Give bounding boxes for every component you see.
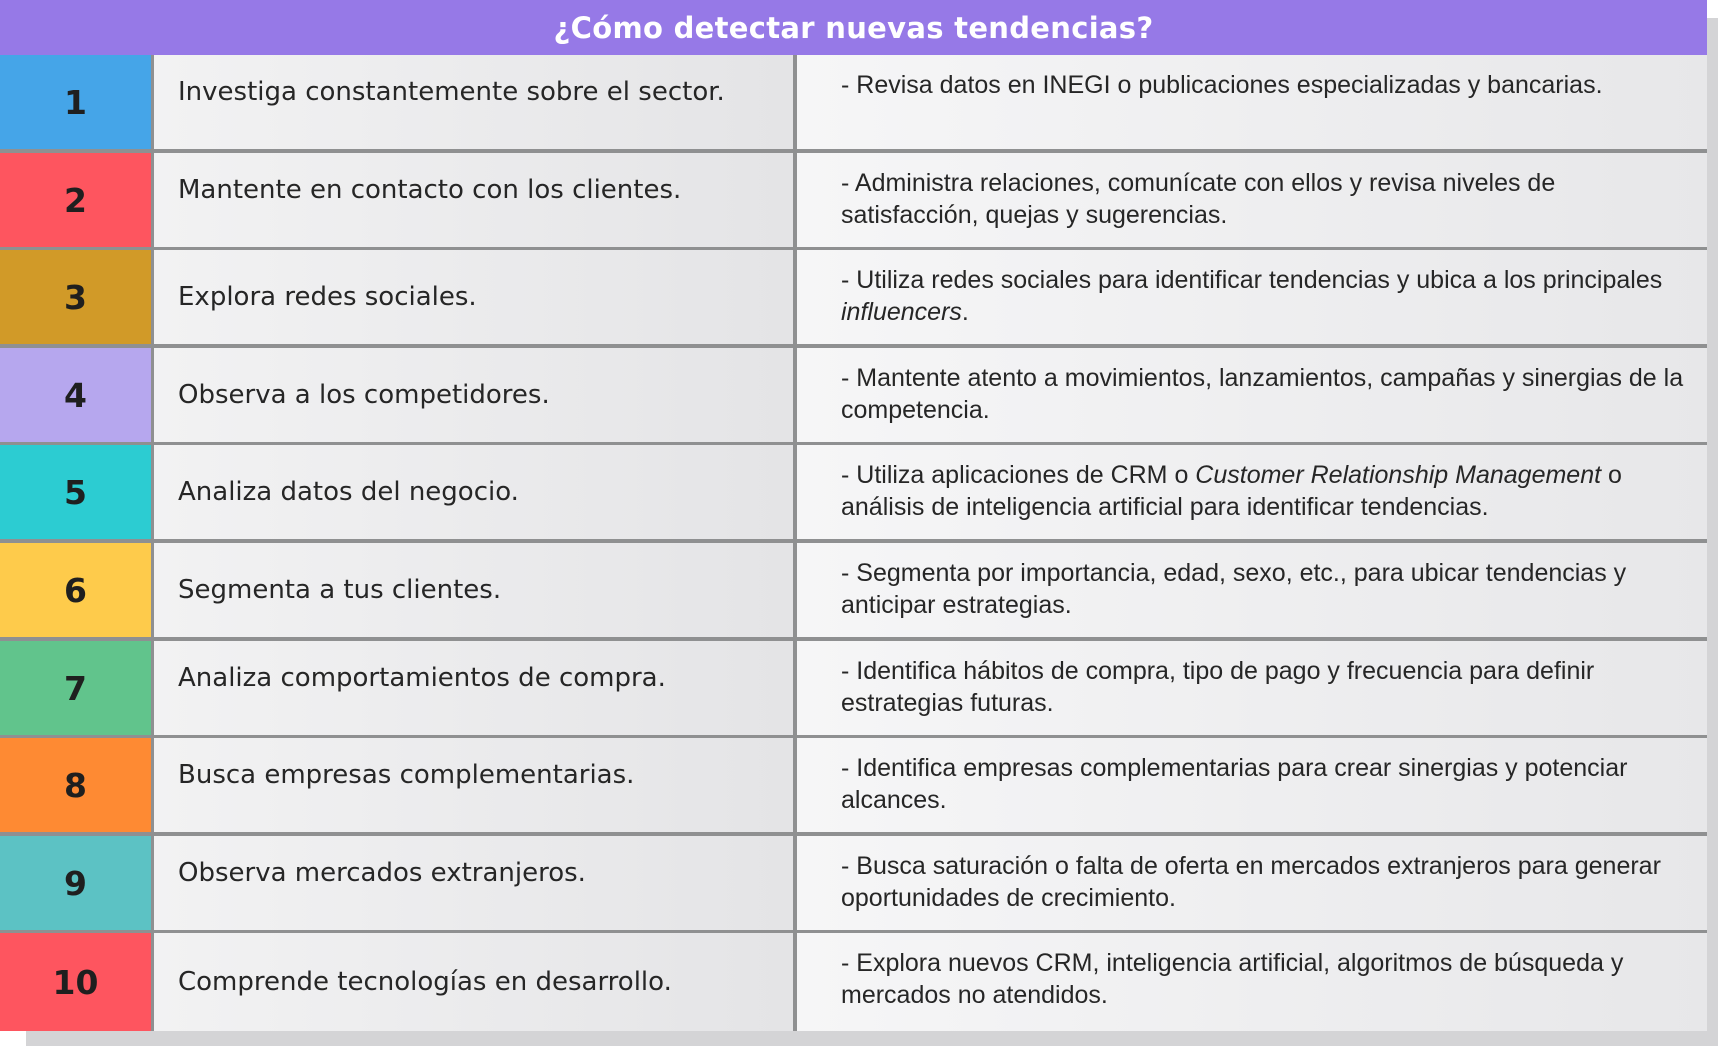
row-action <box>154 543 793 637</box>
row-action <box>154 933 793 1031</box>
row-action-text: Investiga constantemente sobre el sector. <box>178 77 725 107</box>
description-italic-term: influencers <box>841 298 962 326</box>
description-part: - Mantente atento a movimientos, lanzamientos, campañas y sinergias de la competencia. <box>841 364 1684 424</box>
row-description <box>797 738 1707 832</box>
description-part: - Busca saturación o falta de oferta en mercados extranjeros para generar oportunidades de crecimiento. <box>841 852 1661 912</box>
table-row <box>0 543 1707 637</box>
table-row <box>0 250 1707 344</box>
description-part: - Explora nuevos CRM, inteligencia artificial, algoritmos de búsqueda y mercados no atendidos. <box>841 949 1624 1009</box>
row-number: 1 <box>0 55 151 149</box>
table-row <box>0 348 1707 442</box>
description-part: - Revisa datos en INEGI o publicaciones especializadas y bancarias. <box>841 71 1603 99</box>
row-description-text <box>841 850 1687 914</box>
row-action-text: Analiza comportamientos de compra. <box>178 663 666 693</box>
row-action-text: Analiza datos del negocio. <box>178 477 519 507</box>
description-part: - Segmenta por importancia, edad, sexo, etc., para ubicar tendencias y anticipar estrategias. <box>841 559 1627 619</box>
row-description-text <box>841 167 1687 231</box>
description-part: - Administra relaciones, comunícate con ellos y revisa niveles de satisfacción, quejas y sugerencias. <box>841 169 1556 229</box>
row-action-text: Comprende tecnologías en desarrollo. <box>178 967 672 997</box>
row-description <box>797 933 1707 1031</box>
table-row <box>0 836 1707 930</box>
description-part: o análisis de inteligencia artificial para identificar tendencias. <box>841 461 1622 521</box>
row-description-text <box>841 557 1687 621</box>
row-number: 7 <box>0 641 151 735</box>
description-part: - Utiliza redes sociales para identificar tendencias y ubica a los principales <box>841 266 1663 294</box>
row-description-text <box>841 459 1687 523</box>
table-row <box>0 153 1707 247</box>
row-number: 6 <box>0 543 151 637</box>
row-number: 2 <box>0 153 151 247</box>
row-description <box>797 641 1707 735</box>
row-description <box>797 153 1707 247</box>
row-description-text <box>841 69 1603 101</box>
table-row <box>0 641 1707 735</box>
row-action <box>154 641 793 735</box>
row-number: 4 <box>0 348 151 442</box>
row-action-text: Segmenta a tus clientes. <box>178 575 502 605</box>
row-description <box>797 836 1707 930</box>
row-action <box>154 738 793 832</box>
row-description-text <box>841 655 1687 719</box>
row-action <box>154 250 793 344</box>
row-description-text <box>841 264 1687 328</box>
table-title: ¿Cómo detectar nuevas tendencias? <box>0 0 1707 55</box>
row-description <box>797 55 1707 149</box>
row-description-text <box>841 362 1687 426</box>
description-part: - Identifica empresas complementarias para crear sinergias y potenciar alcances. <box>841 754 1628 814</box>
row-description <box>797 250 1707 344</box>
row-action <box>154 836 793 930</box>
row-action-text: Busca empresas complementarias. <box>178 760 635 790</box>
description-italic-term: Customer Relationship Management <box>1195 461 1602 489</box>
row-action <box>154 348 793 442</box>
row-action <box>154 445 793 539</box>
row-number: 8 <box>0 738 151 832</box>
row-description-text <box>841 752 1687 816</box>
row-description <box>797 543 1707 637</box>
row-description <box>797 348 1707 442</box>
row-description <box>797 445 1707 539</box>
table-row <box>0 55 1707 149</box>
row-action <box>154 153 793 247</box>
description-part: - Utiliza aplicaciones de CRM o <box>841 461 1196 489</box>
row-action <box>154 55 793 149</box>
row-action-text: Explora redes sociales. <box>178 282 477 312</box>
row-description-text <box>841 947 1687 1011</box>
row-number: 10 <box>0 933 151 1031</box>
row-number: 3 <box>0 250 151 344</box>
row-action-text: Observa mercados extranjeros. <box>178 858 586 888</box>
row-action-text: Observa a los competidores. <box>178 380 550 410</box>
description-part: - Identifica hábitos de compra, tipo de pago y frecuencia para definir estrategias futuras. <box>841 657 1595 717</box>
table-row <box>0 445 1707 539</box>
row-number: 5 <box>0 445 151 539</box>
table-row <box>0 738 1707 832</box>
table-row <box>0 933 1707 1031</box>
row-action-text: Mantente en contacto con los clientes. <box>178 175 682 205</box>
row-number: 9 <box>0 836 151 930</box>
description-part: . <box>961 298 969 326</box>
